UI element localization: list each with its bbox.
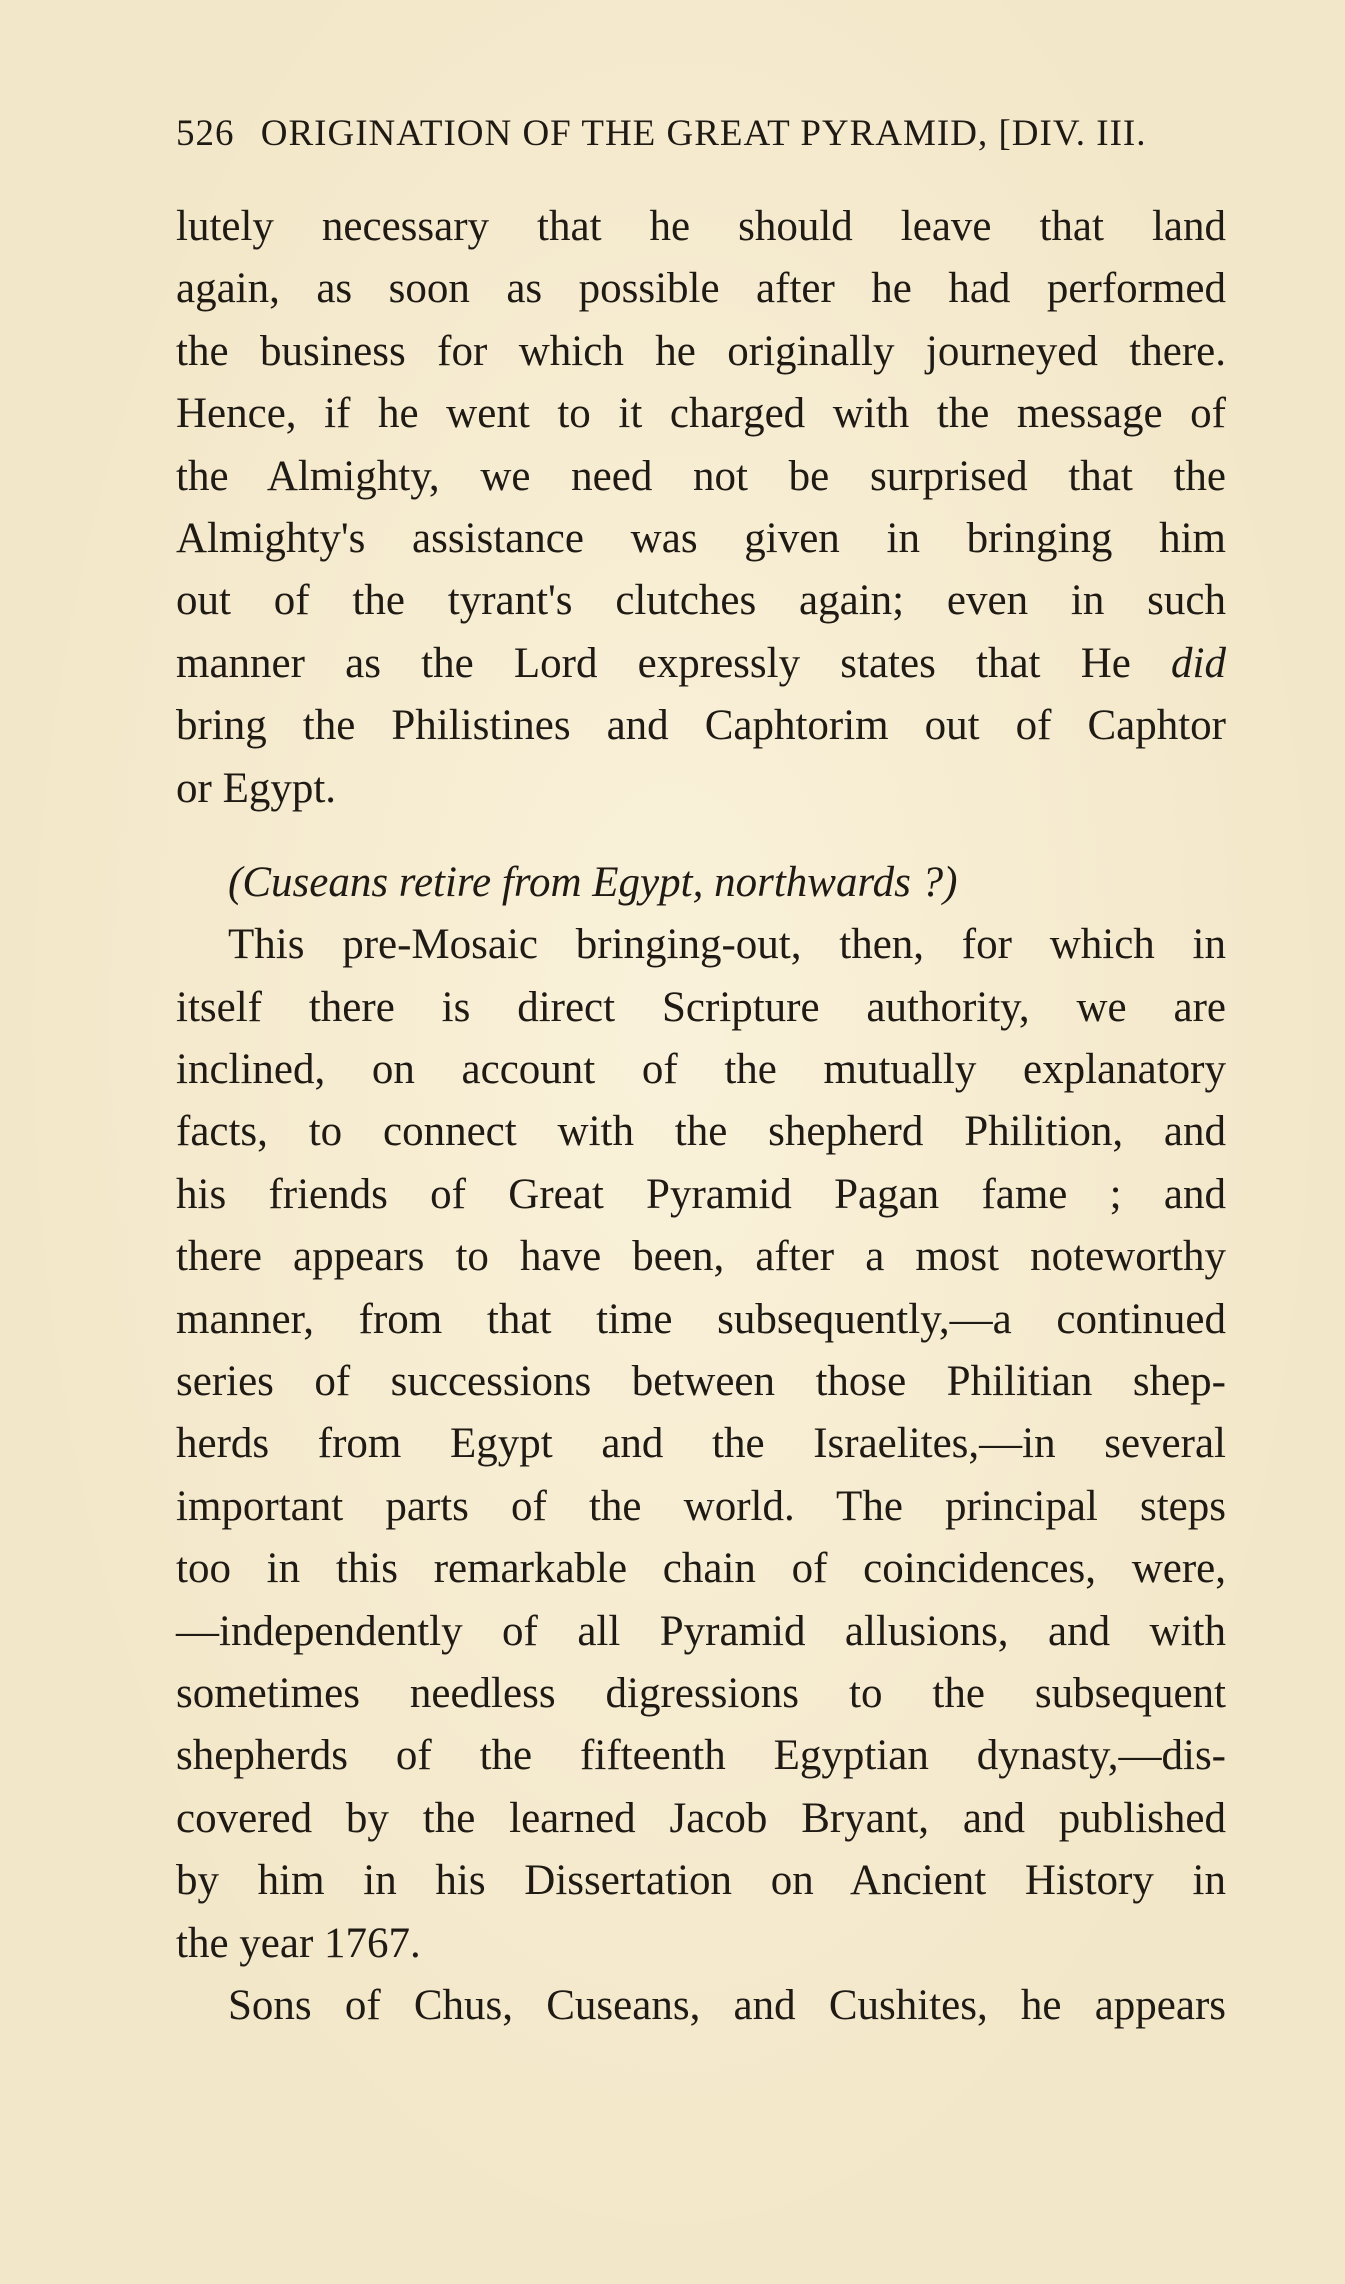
text-line: facts, to connect with the shepherd Philition, and — [176, 1108, 1226, 1156]
text-line-start: manner as the Lord expressly states that He — [176, 639, 1131, 687]
body-text — [176, 196, 1226, 2037]
text-line — [176, 633, 1226, 695]
text-line: too in this remarkable chain of coincidences, were, — [176, 1545, 1226, 1593]
text-line: series of successions between those Philitian shep- — [176, 1358, 1226, 1406]
paragraph-gap — [176, 820, 1226, 852]
text-line: covered by the learned Jacob Bryant, and published — [176, 1794, 1226, 1842]
text-line: itself there is direct Scripture authority, we are — [176, 983, 1226, 1031]
page-number: 526 — [176, 113, 235, 154]
text-line: there appears to have been, after a most noteworthy — [176, 1233, 1226, 1281]
text-line: Sons of Chus, Cuseans, and Cushites, he appears — [228, 1981, 1226, 2029]
text-line: manner, from that time subsequently,—a continued — [176, 1295, 1226, 1343]
text-line: the year 1767. — [176, 1919, 421, 1967]
side-heading: (Cuseans retire from Egypt, northwards ?) — [228, 858, 958, 906]
text-line: bring the Philistines and Caphtorim out of Caphtor — [176, 702, 1226, 750]
text-line: Almighty's assistance was given in bringing him — [176, 514, 1226, 562]
text-line: —independently of all Pyramid allusions, and with — [176, 1607, 1226, 1655]
text-line: important parts of the world. The principal steps — [176, 1482, 1226, 1530]
text-line: inclined, on account of the mutually explanatory — [176, 1046, 1226, 1094]
text-line: again, as soon as possible after he had performed — [176, 265, 1226, 313]
text-line: This pre-Mosaic bringing-out, then, for which in — [228, 921, 1226, 969]
text-line: herds from Egypt and the Israelites,—in several — [176, 1420, 1226, 1468]
text-line: the business for which he originally journeyed there. — [176, 327, 1226, 375]
emphasis-did: did — [1171, 639, 1226, 687]
text-line: Hence, if he went to it charged with the message of — [176, 390, 1226, 438]
text-line: lutely necessary that he should leave that land — [176, 203, 1226, 250]
text-line: shepherds of the fifteenth Egyptian dynasty,—dis- — [176, 1732, 1226, 1780]
running-title: ORIGINATION OF THE GREAT PYRAMID, [DIV. III. — [260, 113, 1147, 154]
text-line: out of the tyrant's clutches again; even in such — [176, 577, 1226, 625]
text-line: his friends of Great Pyramid Pagan fame ; and — [176, 1170, 1226, 1218]
text-line: sometimes needless digressions to the subsequent — [176, 1669, 1226, 1717]
text-line: the Almighty, we need not be surprised that the — [176, 452, 1226, 500]
text-line: by him in his Dissertation on Ancient History in — [176, 1857, 1226, 1905]
page-header — [176, 112, 1226, 172]
text-line: or Egypt. — [176, 764, 337, 812]
